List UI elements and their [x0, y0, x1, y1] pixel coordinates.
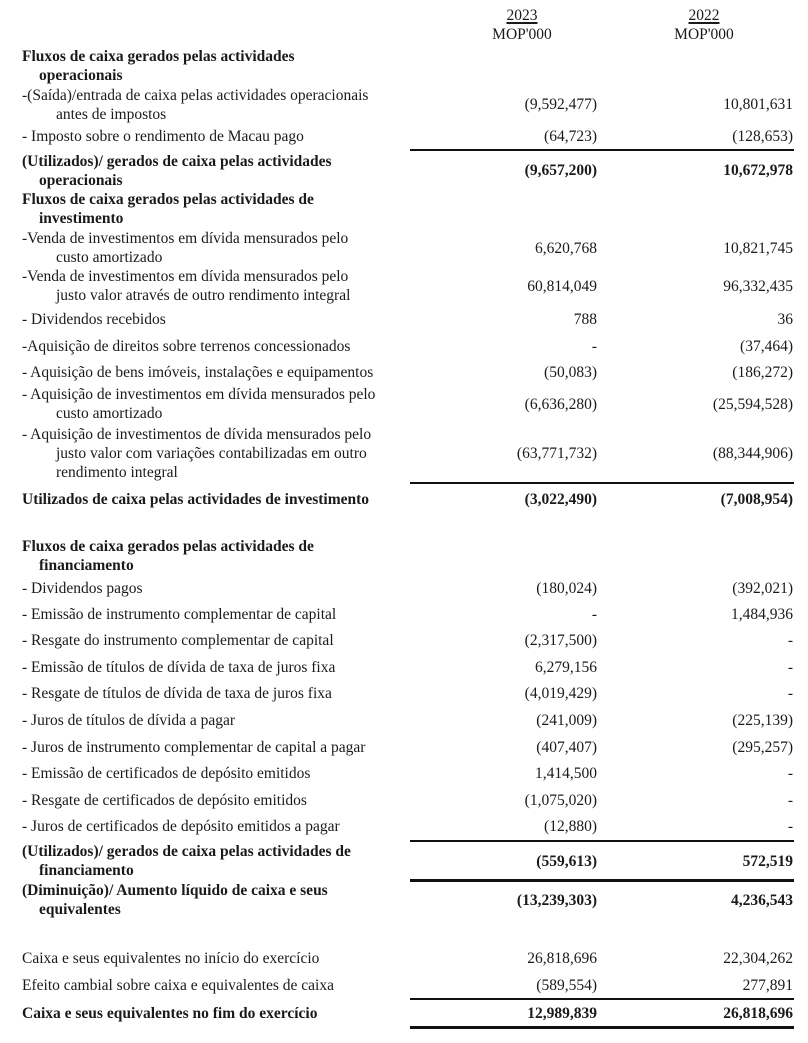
value-2023: (9,592,477)	[524, 96, 597, 113]
value-2022: (88,344,906)	[712, 445, 793, 462]
value-2023: (9,657,200)	[524, 162, 597, 179]
value-2023: (589,554)	[536, 977, 597, 994]
row-label-cont: operacionais	[39, 172, 123, 189]
row-label: (Utilizados)/ gerados de caixa pelas actividades de	[22, 843, 351, 860]
heading-line: operacionais	[39, 67, 123, 84]
row-label: - Dividendos pagos	[22, 580, 143, 597]
value-2023: 6,279,156	[535, 659, 597, 676]
value-2023: 1,414,500	[535, 765, 597, 782]
value-2023: (1,075,020)	[524, 792, 597, 809]
value-2023: 26,818,696	[527, 950, 597, 967]
subtotal-rule	[410, 482, 794, 484]
value-2023: -	[591, 606, 597, 623]
value-2022: 36	[777, 311, 793, 328]
column-year-2023: 2023	[506, 7, 538, 24]
heading-line: Fluxos de caixa gerados pelas actividades	[22, 48, 295, 65]
row-label: - Resgate de certificados de depósito emitidos	[22, 792, 307, 809]
row-label: -Venda de investimentos em dívida mensurados pelo	[22, 268, 349, 285]
subtotal-rule	[410, 998, 794, 1000]
value-2022: (225,139)	[732, 712, 793, 729]
value-2023: (3,022,490)	[524, 491, 597, 508]
subtotal-rule	[410, 149, 794, 151]
row-label: - Dividendos recebidos	[22, 311, 166, 328]
value-2022: 26,818,696	[723, 1005, 793, 1022]
row-label-cont: antes de impostos	[56, 106, 167, 123]
row-label: - Aquisição de investimentos em dívida mensurados pelo	[22, 386, 376, 403]
row-label: Caixa e seus equivalentes no início do exercício	[22, 950, 320, 967]
column-header-2022	[649, 6, 759, 44]
row-label: Caixa e seus equivalentes no fim do exercício	[22, 1005, 318, 1022]
row-label: - Emissão de títulos de dívida de taxa de juros fixa	[22, 659, 336, 676]
value-2023: (4,019,429)	[524, 685, 597, 702]
row-label-cont: financiamento	[39, 862, 134, 879]
column-header-2023	[467, 6, 577, 44]
row-label: - Aquisição de investimentos de dívida mensurados pelo	[22, 426, 372, 443]
value-2022: (392,021)	[732, 580, 793, 597]
value-2022: -	[787, 792, 793, 809]
row-label: - Emissão de certificados de depósito emitidos	[22, 765, 311, 782]
value-2022: (25,594,528)	[712, 396, 793, 413]
row-label: - Resgate de títulos de dívida de taxa de juros fixa	[22, 685, 332, 702]
column-unit-2023: MOP'000	[492, 26, 552, 43]
subtotal-rule	[410, 840, 794, 842]
row-label: -Aquisição de direitos sobre terrenos concessionados	[22, 338, 351, 355]
value-2022: -	[787, 632, 793, 649]
row-label: - Emissão de instrumento complementar de capital	[22, 606, 337, 623]
row-label: - Juros de títulos de dívida a pagar	[22, 712, 236, 729]
row-label-cont: justo valor com variações contabilizadas em outro	[56, 445, 367, 462]
value-2022: -	[787, 685, 793, 702]
value-2023: 788	[573, 311, 597, 328]
column-unit-2022: MOP'000	[674, 26, 734, 43]
double-total-rule	[410, 1026, 794, 1029]
value-2023: -	[591, 338, 597, 355]
value-2022: -	[787, 818, 793, 835]
value-2023: (407,407)	[536, 739, 597, 756]
value-2022: -	[787, 765, 793, 782]
value-2023: (6,636,280)	[524, 396, 597, 413]
value-2023: (2,317,500)	[524, 632, 597, 649]
value-2022: 572,519	[742, 853, 793, 870]
row-label: - Juros de instrumento complementar de capital a pagar	[22, 739, 366, 756]
value-2022: (128,653)	[732, 128, 793, 145]
value-2022: 10,672,978	[723, 162, 793, 179]
row-label-cont: custo amortizado	[56, 405, 163, 422]
value-2023: (50,083)	[544, 364, 597, 381]
value-2023: (559,613)	[536, 853, 597, 870]
value-2022: 1,484,936	[731, 606, 793, 623]
value-2022: (37,464)	[740, 338, 793, 355]
value-2023: 60,814,049	[527, 278, 597, 295]
heading-line: financiamento	[39, 557, 134, 574]
row-label: -(Saída)/entrada de caixa pelas actividades operacionais	[22, 87, 369, 104]
value-2023: (241,009)	[536, 712, 597, 729]
value-2022: 22,304,262	[723, 950, 793, 967]
value-2022: 96,332,435	[723, 278, 793, 295]
row-label: - Juros de certificados de depósito emitidos a pagar	[22, 818, 340, 835]
value-2022: -	[787, 659, 793, 676]
value-2023: (180,024)	[536, 580, 597, 597]
row-label: (Diminuição)/ Aumento líquido de caixa e seus	[22, 882, 328, 899]
value-2022: 277,891	[742, 977, 793, 994]
value-2023: 6,620,768	[535, 240, 597, 257]
heading-line: Fluxos de caixa gerados pelas actividades de	[22, 538, 314, 555]
row-label: -Venda de investimentos em dívida mensurados pelo	[22, 230, 349, 247]
value-2022: 4,236,543	[731, 892, 793, 909]
value-2023: (13,239,303)	[516, 892, 597, 909]
row-label: - Imposto sobre o rendimento de Macau pago	[22, 128, 304, 145]
value-2023: 12,989,839	[527, 1005, 597, 1022]
heading-line: Fluxos de caixa gerados pelas actividades de	[22, 191, 314, 208]
value-2022: 10,821,745	[723, 240, 793, 257]
value-2022: 10,801,631	[723, 96, 793, 113]
row-label: Efeito cambial sobre caixa e equivalentes de caixa	[22, 977, 334, 994]
row-label: Utilizados de caixa pelas actividades de investimento	[22, 491, 370, 508]
row-label-cont: rendimento integral	[56, 464, 178, 481]
heading-line: investimento	[39, 210, 124, 227]
row-label-cont: equivalentes	[39, 901, 121, 918]
value-2022: (186,272)	[732, 364, 793, 381]
value-2023: (63,771,732)	[516, 445, 597, 462]
total-rule	[410, 879, 794, 882]
row-label-cont: justo valor através de outro rendimento integral	[56, 287, 351, 304]
row-label: (Utilizados)/ gerados de caixa pelas actividades	[22, 153, 332, 170]
row-label: - Aquisição de bens imóveis, instalações e equipamentos	[22, 364, 374, 381]
value-2023: (12,880)	[544, 818, 597, 835]
row-label: - Resgate do instrumento complementar de capital	[22, 632, 334, 649]
column-year-2022: 2022	[688, 7, 720, 24]
row-label-cont: custo amortizado	[56, 249, 163, 266]
value-2023: (64,723)	[544, 128, 597, 145]
value-2022: (7,008,954)	[720, 491, 793, 508]
value-2022: (295,257)	[732, 739, 793, 756]
